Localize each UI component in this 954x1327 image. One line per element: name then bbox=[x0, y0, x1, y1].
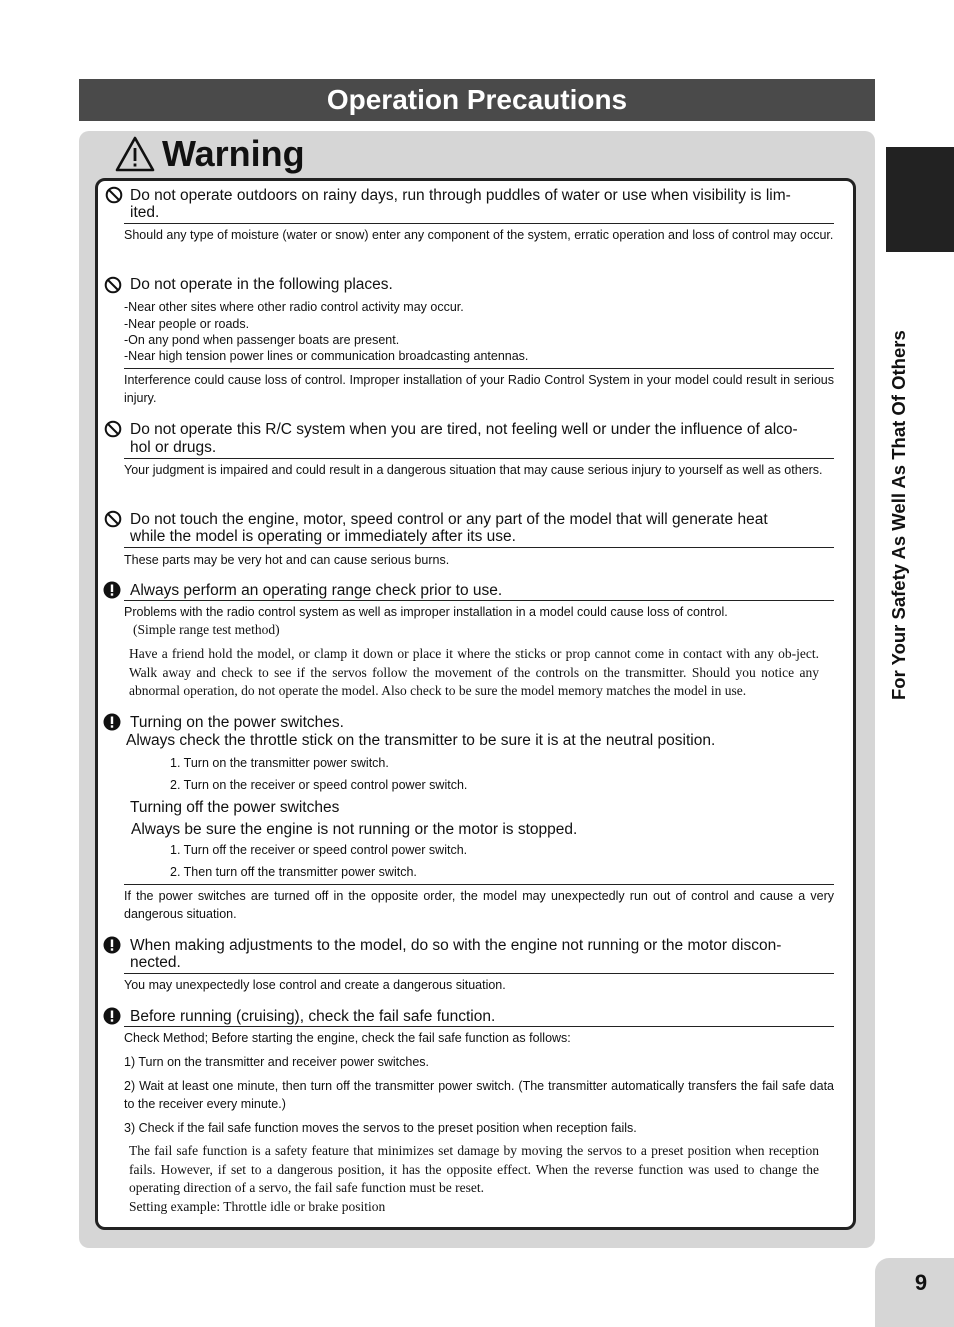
rain-warning-title-line2: ited. bbox=[130, 204, 160, 221]
exclamation-icon bbox=[103, 713, 121, 731]
failsafe-step-2: 2) Wait at least one minute, then turn off the transmitter power switch. (The transmitter automatically transfers the fail safe data to the receiver every minute.) bbox=[124, 1079, 834, 1111]
heat-warning-description: These parts may be very hot and can cause serious burns. bbox=[124, 553, 450, 567]
divider bbox=[124, 368, 834, 369]
rain-warning-description: Should any type of moisture (water or snow) enter any component of the system, erratic operation and loss of control may occur. bbox=[124, 228, 834, 242]
failsafe-step-3: 3) Check if the fail safe function moves the servos to the preset position when reception fails. bbox=[124, 1121, 637, 1135]
side-section-label: For Your Safety As Well As That Of Others bbox=[888, 330, 909, 700]
failsafe-step-1: 1) Turn on the transmitter and receiver power switches. bbox=[124, 1055, 429, 1069]
divider bbox=[124, 547, 834, 548]
prohibition-icon bbox=[105, 186, 123, 204]
divider bbox=[124, 973, 834, 974]
power-off-step: 1. Turn off the receiver or speed control power switch. bbox=[170, 843, 468, 857]
failsafe-title: Before running (cruising), check the fail safe function. bbox=[130, 1008, 496, 1025]
exclamation-icon bbox=[103, 581, 121, 599]
prohibition-icon bbox=[104, 420, 122, 438]
divider bbox=[124, 1026, 834, 1027]
failsafe-note: The fail safe function is a safety feature that minimizes set damage by moving the servos to a preset position when reception fails. However, if set to a dangerous position, it has the opposite effect. When the reverse function was used to change the operating direction of a servo, the fail safe function must be reset. bbox=[129, 1143, 819, 1195]
places-list-item: -On any pond when passenger boats are present. bbox=[124, 333, 400, 347]
adjust-warning-title-line1: When making adjustments to the model, do so with the engine not running or the motor discon- bbox=[130, 937, 782, 954]
power-off-step: 2. Then turn off the transmitter power switch. bbox=[170, 865, 417, 879]
warning-title-text: Warning bbox=[162, 133, 305, 174]
heat-warning-title-line1: Do not touch the engine, motor, speed control or any part of the model that will generate heat bbox=[130, 511, 768, 528]
places-list-item: -Near high tension power lines or communication broadcasting antennas. bbox=[124, 349, 529, 363]
failsafe-example: Setting example: Throttle idle or brake position bbox=[129, 1199, 386, 1214]
prohibition-icon bbox=[104, 276, 122, 294]
adjust-warning-description: You may unexpectedly lose control and create a dangerous situation. bbox=[124, 978, 506, 992]
heat-warning-title-line2: while the model is operating or immediately after its use. bbox=[130, 528, 516, 545]
page-number: 9 bbox=[914, 1270, 928, 1295]
power-on-text: Always check the throttle stick on the transmitter to be sure it is at the neutral position. bbox=[126, 732, 716, 749]
divider bbox=[124, 458, 834, 459]
tired-warning-description: Your judgment is impaired and could result in a dangerous situation that may cause serious injury to yourself as well as others. bbox=[124, 463, 823, 477]
power-off-text: Always be sure the engine is not running or the motor is stopped. bbox=[131, 821, 578, 838]
power-on-step: 2. Turn on the receiver or speed control power switch. bbox=[170, 778, 468, 792]
power-on-title: Turning on the power switches. bbox=[130, 714, 344, 731]
power-switch-description: If the power switches are turned off in the opposite order, the model may unexpectedly run out of control and cause a very dangerous situation. bbox=[124, 889, 834, 921]
range-method-label: (Simple range test method) bbox=[133, 622, 280, 637]
divider bbox=[124, 223, 834, 224]
page-title: Operation Precautions bbox=[79, 79, 875, 121]
divider bbox=[124, 884, 834, 885]
warning-heading bbox=[114, 132, 305, 176]
exclamation-icon bbox=[103, 1007, 121, 1025]
places-list-item: -Near people or roads. bbox=[124, 317, 250, 331]
exclamation-icon bbox=[103, 936, 121, 954]
warning-triangle-icon bbox=[114, 135, 156, 173]
adjust-warning-title-line2: nected. bbox=[130, 954, 181, 971]
power-off-title: Turning off the power switches bbox=[130, 799, 340, 816]
tired-warning-title-line2: hol or drugs. bbox=[130, 439, 217, 456]
failsafe-check-method: Check Method; Before starting the engine, check the fail safe function as follows: bbox=[124, 1031, 571, 1045]
power-on-step: 1. Turn on the transmitter power switch. bbox=[170, 756, 389, 770]
range-method-text: Have a friend hold the model, or clamp it down or place it where the sticks or prop cannot come in contact with any ob-ject. Walk away and check to see if the servos follow the movement of the controls on the transmitter. Should you notice any abnormal operation, do not operate the model. Also check to be sure the model memory matches the model in use. bbox=[129, 646, 819, 698]
range-check-description: Problems with the radio control system as well as improper installation in a model could cause loss of control. bbox=[124, 605, 728, 619]
places-warning-title: Do not operate in the following places. bbox=[130, 276, 393, 293]
tired-warning-title-line1: Do not operate this R/C system when you are tired, not feeling well or under the influence of alco- bbox=[130, 421, 798, 438]
prohibition-icon bbox=[104, 510, 122, 528]
places-warning-description: Interference could cause loss of control. Improper installation of your Radio Control System in your model could result in serious injury. bbox=[124, 373, 834, 405]
rain-warning-title-line1: Do not operate outdoors on rainy days, run through puddles of water or use when visibility is lim- bbox=[130, 187, 791, 204]
places-list-item: -Near other sites where other radio control activity may occur. bbox=[124, 300, 464, 314]
section-tab bbox=[886, 147, 954, 252]
range-check-title: Always perform an operating range check prior to use. bbox=[130, 582, 503, 599]
divider bbox=[124, 600, 834, 601]
